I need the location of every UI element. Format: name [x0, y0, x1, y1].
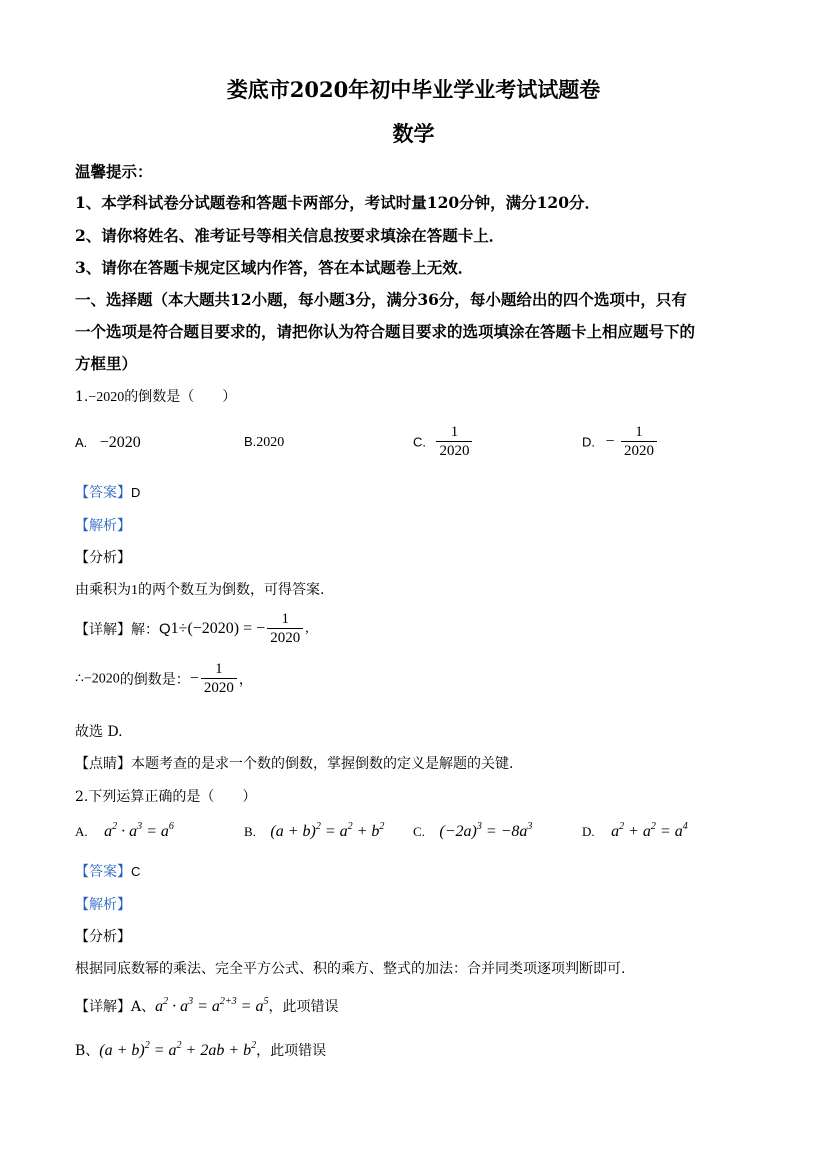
- q1-detail-end: ,: [305, 621, 309, 636]
- notice-item-2: 2、请你将姓名、准考证号等相关信息按要求填涂在答题卡上．: [75, 226, 505, 245]
- q1-option-c[interactable]: [413, 423, 474, 461]
- q2-detail-tag: 【详解】A、: [75, 999, 156, 1015]
- q1-stem-expr: −2020: [88, 390, 125, 405]
- q2-detail-b: [75, 1040, 326, 1060]
- q2-detail-b-label: B、: [75, 1043, 100, 1059]
- q1-therefore-numerator: 1: [215, 661, 223, 677]
- q1-option-b-label: B.: [244, 434, 257, 449]
- q2-option-c-expr: $(-2a)^3 = -8a^3$: [439, 821, 533, 840]
- q1-therefore-expr: ∴−2020: [75, 671, 120, 687]
- q1-comment: [75, 753, 513, 773]
- q2-option-c-label: C.: [413, 824, 425, 839]
- q1-fenxi-pre: 由乘积为: [75, 582, 131, 598]
- q1-therefore-sign: −: [189, 670, 199, 687]
- q1-fenxi-tag: 【分析】: [75, 550, 131, 566]
- q1-answer-value: D: [131, 485, 141, 500]
- notice-item-1: 1、本学科试卷分试题卷和答题卡两部分，考试时量120分钟，满分120分．: [75, 193, 600, 212]
- q1-answer: [75, 482, 140, 502]
- q2-detail-b-expr: $(a + b)^2 = a^2 + 2ab + b^2$: [99, 1040, 257, 1059]
- q1-stem-text: 的倒数是（ ）: [124, 389, 237, 405]
- q2-fenxi-tag: 【分析】: [75, 929, 131, 945]
- q1-option-d[interactable]: [582, 423, 659, 461]
- exam-subject: 数学: [392, 121, 435, 146]
- q2-detail-b-note: ，此项错误: [256, 1043, 327, 1059]
- q2-detail-a-expr: $a^2 \cdot a^3 = a^{2+3} = a^5$: [155, 996, 269, 1015]
- q1-option-d-numerator: 1: [635, 424, 643, 440]
- q1-option-c-fraction: [436, 423, 472, 461]
- q1-option-a[interactable]: [75, 434, 141, 452]
- q1-fenxi-post: 的两个数互为倒数，可得答案.: [138, 582, 325, 598]
- q1-option-d-label: D.: [582, 434, 595, 450]
- q2-stem: 2.下列运算正确的是（ ）: [75, 789, 257, 805]
- q1-option-d-denominator: 2020: [621, 441, 657, 461]
- q2-option-b-expr: $(a + b)^2 = a^2 + b^2$: [270, 821, 385, 840]
- q1-option-d-fraction: [621, 423, 657, 461]
- q2-fenxi-text: 根据同底数幂的乘法、完全平方公式、积的乘方、整式的加法：合并同类项逐项判断即可.: [75, 961, 626, 977]
- q1-option-d-sign: −: [605, 433, 615, 450]
- q1-detail-tag: 【详解】解：: [75, 622, 159, 638]
- q2-option-d[interactable]: [582, 823, 688, 841]
- q2-answer-value: C: [131, 864, 141, 879]
- notice-item-3: 3、请你在答题卡规定区域内作答，答在本试题卷上无效．: [75, 258, 474, 277]
- q1-answer-tag: 【答案】: [75, 485, 131, 501]
- q2-option-a-label: A.: [75, 824, 88, 839]
- q1-number: 1.: [75, 389, 89, 405]
- exam-title: 娄底市2020年初中毕业学业考试试题卷: [226, 77, 601, 102]
- q1-comment-tag: 【点睛】: [75, 756, 131, 772]
- q1-option-b[interactable]: [244, 434, 284, 451]
- notice-heading: 温馨提示：: [75, 162, 153, 181]
- q1-fenxi-text: [75, 579, 324, 599]
- q1-therefore-end: ，: [238, 672, 253, 688]
- q1-therefore: [75, 660, 253, 698]
- q1-comment-text: 本题考查的是求一个数的倒数，掌握倒数的定义是解题的关键.: [131, 756, 514, 772]
- q2-detail-a: [75, 996, 338, 1016]
- q1-detail: [75, 610, 309, 648]
- q1-option-b-value: 2020: [256, 435, 285, 450]
- q2-answer: [75, 861, 140, 881]
- q2-option-a[interactable]: [75, 823, 174, 841]
- q1-therefore-text: 的倒数是：: [119, 672, 190, 688]
- q1-therefore-fraction: [201, 660, 237, 698]
- q1-option-c-denominator: 2020: [436, 441, 472, 461]
- q1-detail-denominator: 2020: [267, 628, 303, 648]
- q1-therefore-denominator: 2020: [201, 678, 237, 698]
- q1-stem: [75, 386, 236, 406]
- section-header-line3: 方框里）: [75, 354, 138, 373]
- q2-jiexi-tag: 【解析】: [75, 897, 131, 913]
- q1-choose: 故选 D.: [75, 724, 123, 740]
- q2-detail-a-note: ，此项错误: [268, 999, 339, 1015]
- section-header-line1: 一、选择题（本大题共12小题，每小题3分，满分36分，每小题给出的四个选项中，只有: [75, 290, 687, 309]
- q1-jiexi-tag: 【解析】: [75, 518, 131, 534]
- q2-option-d-label: D.: [582, 824, 595, 839]
- q2-answer-tag: 【答案】: [75, 864, 131, 880]
- q1-option-c-label: C.: [413, 434, 426, 450]
- q2-option-a-expr: $a^2 \cdot a^3 = a^6$: [104, 821, 174, 840]
- q2-option-b-label: B.: [244, 824, 256, 839]
- q2-option-d-expr: $a^2 + a^2 = a^4$: [611, 821, 688, 840]
- q2-option-c[interactable]: [413, 823, 532, 841]
- q1-detail-q: Q: [159, 620, 171, 638]
- q1-detail-fraction: [267, 610, 303, 648]
- q1-option-a-value: −2020: [99, 434, 141, 451]
- q1-option-a-label: A.: [75, 435, 88, 450]
- section-header-line2: 一个选项是符合题目要求的，请把你认为符合题目要求的选项填涂在答题卡上相应题号下的: [75, 322, 696, 341]
- q1-detail-expr: 1÷(−2020) = −: [170, 620, 266, 637]
- q1-fenxi-one: 1: [131, 583, 138, 598]
- q1-detail-numerator: 1: [281, 611, 289, 627]
- q1-option-c-numerator: 1: [450, 424, 459, 440]
- q2-option-b[interactable]: [244, 823, 384, 841]
